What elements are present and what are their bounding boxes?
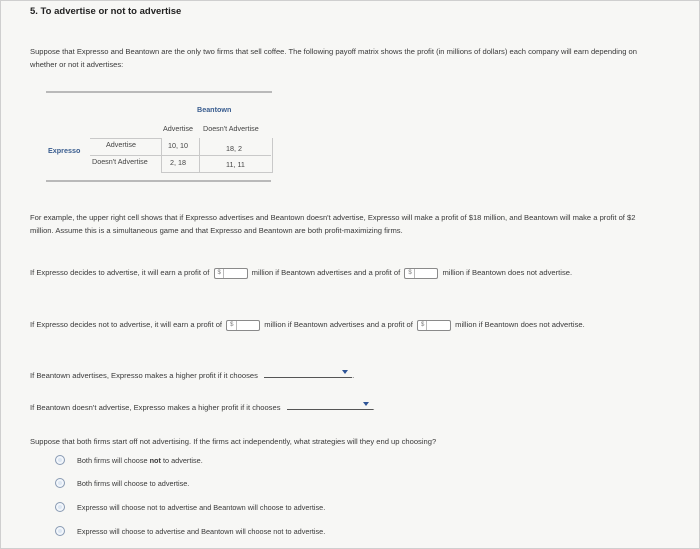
row-label-doesnt-advertise: Doesn't Advertise: [92, 157, 148, 166]
fill-text: million if Beantown advertises and a profit of: [251, 268, 401, 277]
fill-text: million if Beantown does not advertise.: [442, 268, 573, 277]
column-header-advertise: Advertise: [163, 124, 193, 133]
column-player-label: Beantown: [197, 105, 232, 114]
fill-in-not-advertise: [30, 318, 650, 332]
profit-input-not-advertise[interactable]: [226, 320, 260, 331]
dropdown-question-1: If Beantown advertises, Expresso makes a higher profit if it chooses .: [30, 367, 650, 382]
row-label-divider: [90, 155, 161, 156]
payoff-cell: 18, 2: [226, 144, 242, 153]
option-label: Expresso will choose to advertise and Beantown will choose not to advertise.: [77, 526, 326, 536]
fill-text: million if Beantown advertises and a profit of: [264, 320, 413, 329]
question-title: 5. To advertise or not to advertise: [30, 6, 182, 17]
column-header-doesnt-advertise: Doesn't Advertise: [203, 124, 259, 133]
row-label-advertise: Advertise: [106, 140, 136, 149]
radio-button[interactable]: [55, 455, 65, 465]
dollar-prefix: $: [230, 321, 236, 330]
profit-input-advertise-advertise[interactable]: [214, 268, 248, 279]
option-both-advertise[interactable]: [55, 478, 189, 488]
payoff-cell: 11, 11: [226, 160, 245, 169]
option-expresso-advertise-beantown-not[interactable]: [55, 526, 325, 536]
chevron-down-icon: [342, 370, 348, 374]
fill-text: million if Beantown does not advertise.: [455, 320, 585, 329]
dollar-prefix: $: [421, 321, 427, 330]
choice-question: Suppose that both firms start off not advertising. If the firms act independently, what strategies will they end up choosing?: [30, 437, 437, 446]
intro-text: Suppose that Expresso and Beantown are the only two firms that sell coffee. The following payoff matrix shows the profit (in millions of dollars) each company will earn depending on whether or not it advertises:: [30, 47, 637, 69]
dollar-prefix: $: [408, 269, 414, 278]
payoff-cell: 10, 10: [168, 141, 188, 150]
matrix-top-rule: [46, 91, 272, 93]
payoff-cell: 2, 18: [170, 158, 186, 167]
dropdown-question-2: If Beantown doesn't advertise, Expresso makes a higher profit if it chooses .: [30, 399, 650, 414]
option-label: Expresso will choose not to advertise and Beantown will choose to advertise.: [77, 502, 326, 512]
radio-button[interactable]: [55, 526, 65, 536]
dollar-prefix: $: [218, 269, 224, 278]
radio-button[interactable]: [55, 502, 65, 512]
option-both-not-advertise[interactable]: [55, 455, 203, 465]
radio-button[interactable]: [55, 478, 65, 488]
chevron-down-icon: [363, 402, 369, 406]
fill-text: If Expresso decides not to advertise, it will earn a profit of: [30, 320, 223, 329]
dropdown-prompt: If Beantown doesn't advertise, Expresso makes a higher profit if it chooses: [30, 403, 281, 412]
example-text: For example, the upper right cell shows that if Expresso advertises and Beantown doesn't advertise, Expresso will make a profit of $18 million, and Beantown will make a profit of $2 million. Assume this is a simultaneous game and that Expresso and Beantown are both profit-maximizing firms.: [30, 213, 636, 235]
dropdown-prompt: If Beantown advertises, Expresso makes a higher profit if it chooses: [30, 371, 258, 380]
option-expresso-not-beantown-advertise[interactable]: [55, 502, 325, 512]
option-label: Both firms will choose to advertise.: [77, 478, 190, 488]
profit-input-advertise-not[interactable]: [404, 268, 438, 279]
profit-input-not-not[interactable]: [417, 320, 451, 331]
strategy-dropdown-2[interactable]: [287, 399, 373, 410]
row-player-label: Expresso: [48, 146, 81, 155]
matrix-bottom-rule: [46, 180, 271, 182]
option-label: Both firms will choose not to advertise.: [77, 455, 203, 465]
payoff-grid-hline: [161, 155, 271, 156]
fill-in-advertise: [30, 266, 650, 280]
strategy-dropdown-1[interactable]: [264, 367, 352, 378]
fill-text: If Expresso decides to advertise, it will earn a profit of: [30, 268, 210, 277]
